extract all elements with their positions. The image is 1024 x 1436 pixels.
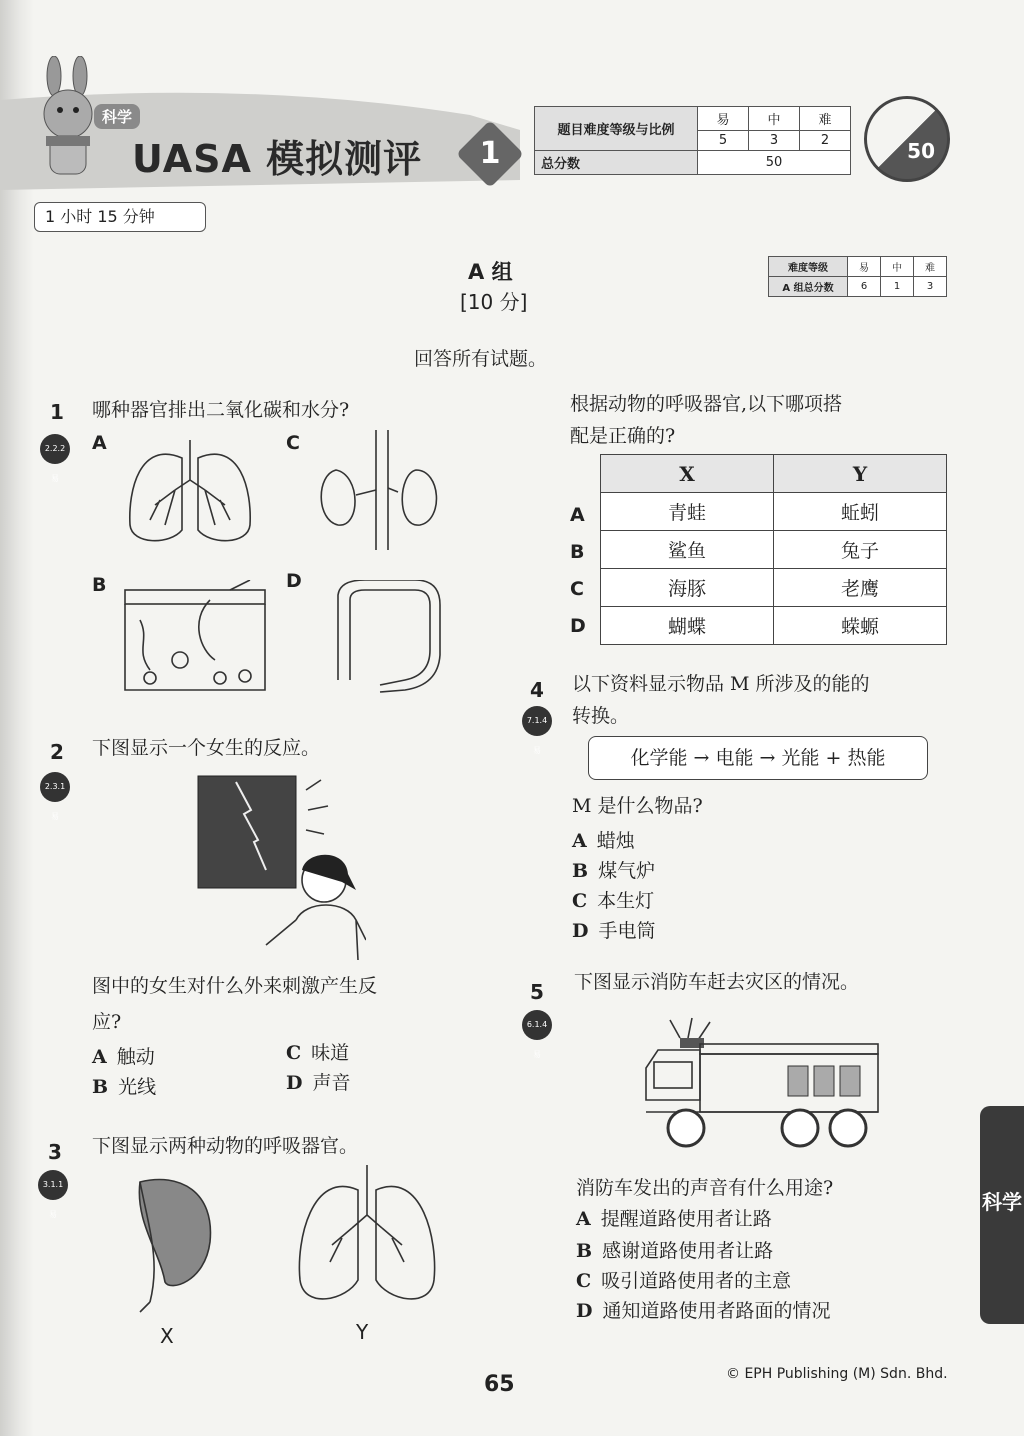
option[interactable]: D 通知道路使用者路面的情况 (576, 1300, 831, 1322)
difficulty-label: 题目难度等级与比例 (535, 107, 698, 151)
side-subject-tab: 科学 (980, 1106, 1024, 1324)
question-badge: 2.2.2 易 (40, 434, 70, 464)
option-letter: B (92, 574, 107, 596)
question-text: 哪种器官排出二氧化碳和水分? (92, 399, 350, 421)
option[interactable]: A 提醒道路使用者让路 (576, 1208, 772, 1230)
option[interactable]: C 吸引道路使用者的主意 (576, 1270, 792, 1292)
level-name: 中 (749, 107, 800, 131)
question-badge: 7.1.4 易 (522, 706, 552, 736)
level-score: 1 (881, 277, 914, 297)
copyright: © EPH Publishing (M) Sdn. Bhd. (726, 1366, 948, 1382)
gills-illustration (120, 1172, 230, 1317)
subject-tag: 科学 (94, 104, 140, 129)
level-name: 易 (698, 107, 749, 131)
duration-label: 1 小时 15 分钟 (34, 202, 206, 232)
section-difficulty-label: 难度等级 (769, 257, 848, 277)
page-gutter-shadow (0, 0, 34, 1436)
section-marks: [10 分] (460, 290, 528, 314)
table-cell: 海豚 (601, 569, 774, 607)
total-value: 50 (698, 151, 851, 175)
table-cell: 蝾螈 (774, 607, 947, 645)
option-letter: C (286, 432, 300, 454)
energy-chain-box: 化学能 → 电能 → 光能 + 热能 (588, 736, 928, 780)
question-badge: 6.1.4 易 (522, 1010, 552, 1040)
section-difficulty-table (768, 256, 947, 297)
answer-table (600, 454, 947, 645)
level-name: 难 (914, 257, 947, 277)
lungs-illustration (120, 430, 270, 550)
lungs-y-illustration (292, 1160, 442, 1320)
option[interactable]: A 蜡烛 (572, 830, 635, 852)
question-text: 下图显示消防车赶去灾区的情况。 (574, 971, 860, 993)
question-number: 3 (48, 1140, 62, 1164)
level-name: 易 (848, 257, 881, 277)
fire-truck-illustration (640, 1010, 884, 1150)
level-count: 3 (749, 131, 800, 151)
instruction: 回答所有试题。 (414, 348, 548, 370)
question-text: 配是正确的? (570, 425, 676, 447)
intestine-illustration (320, 580, 460, 700)
table-cell: 老鹰 (774, 569, 947, 607)
option[interactable]: D 手电筒 (572, 920, 656, 942)
label-y: Y (356, 1320, 369, 1344)
table-header: Y (774, 455, 947, 493)
option[interactable]: D 声音 (286, 1072, 351, 1094)
question-badge: 2.3.1 易 (40, 772, 70, 802)
table-cell: 蚯蚓 (774, 493, 947, 531)
level-name: 中 (881, 257, 914, 277)
question-text: 图中的女生对什么外来刺激产生反 (92, 975, 378, 997)
level-count: 5 (698, 131, 749, 151)
option[interactable]: B 煤气炉 (572, 860, 656, 882)
option[interactable]: C 本生灯 (572, 890, 655, 912)
level-score: 6 (848, 277, 881, 297)
question-text: 消防车发出的声音有什么用途? (576, 1177, 834, 1199)
option[interactable]: B 感谢道路使用者让路 (576, 1240, 774, 1262)
row-letter[interactable]: B (570, 541, 585, 563)
question-badge: 3.1.1 易 (38, 1170, 68, 1200)
option[interactable]: B 光线 (92, 1076, 157, 1098)
label-x: X (160, 1324, 174, 1348)
table-cell: 青蛙 (601, 493, 774, 531)
question-number: 5 (530, 980, 544, 1004)
question-text: 根据动物的呼吸器官,以下哪项搭 (570, 393, 843, 415)
question-number: 4 (530, 678, 544, 702)
question-text: 转换。 (572, 705, 630, 727)
question-text: 下图显示一个女生的反应。 (92, 737, 321, 759)
option-letter: A (92, 432, 107, 454)
girl-lightning-illustration (196, 770, 366, 966)
table-header: X (601, 455, 774, 493)
row-letter[interactable]: C (570, 578, 584, 600)
section-score-label: A 组总分数 (769, 277, 848, 297)
table-cell: 蝴蝶 (601, 607, 774, 645)
difficulty-table (534, 106, 851, 175)
table-cell: 鲨鱼 (601, 531, 774, 569)
test-number-badge: 1 (456, 120, 524, 188)
question-text: 下图显示两种动物的呼吸器官。 (92, 1135, 359, 1157)
table-cell: 兔子 (774, 531, 947, 569)
total-label: 总分数 (535, 151, 698, 175)
option[interactable]: A 触动 (92, 1046, 155, 1068)
question-number: 2 (50, 740, 64, 764)
option[interactable]: C 味道 (286, 1042, 350, 1064)
section-title: A 组 (468, 260, 513, 284)
page-title: UASA 模拟测评 (132, 137, 423, 181)
question-text: 应? (92, 1011, 122, 1033)
score-badge: 50 (864, 96, 950, 182)
row-letter[interactable]: A (570, 504, 585, 526)
question-number: 1 (50, 400, 64, 424)
level-name: 难 (800, 107, 851, 131)
level-score: 3 (914, 277, 947, 297)
row-letter[interactable]: D (570, 615, 586, 637)
answer-table-wrapper (570, 454, 947, 645)
page-number: 65 (484, 1372, 515, 1397)
kidney-illustration (316, 430, 456, 550)
skin-illustration (120, 580, 270, 700)
question-text: M 是什么物品? (572, 795, 703, 817)
option-letter: D (286, 570, 302, 592)
level-count: 2 (800, 131, 851, 151)
question-text: 以下资料显示物品 M 所涉及的能的 (572, 673, 870, 695)
